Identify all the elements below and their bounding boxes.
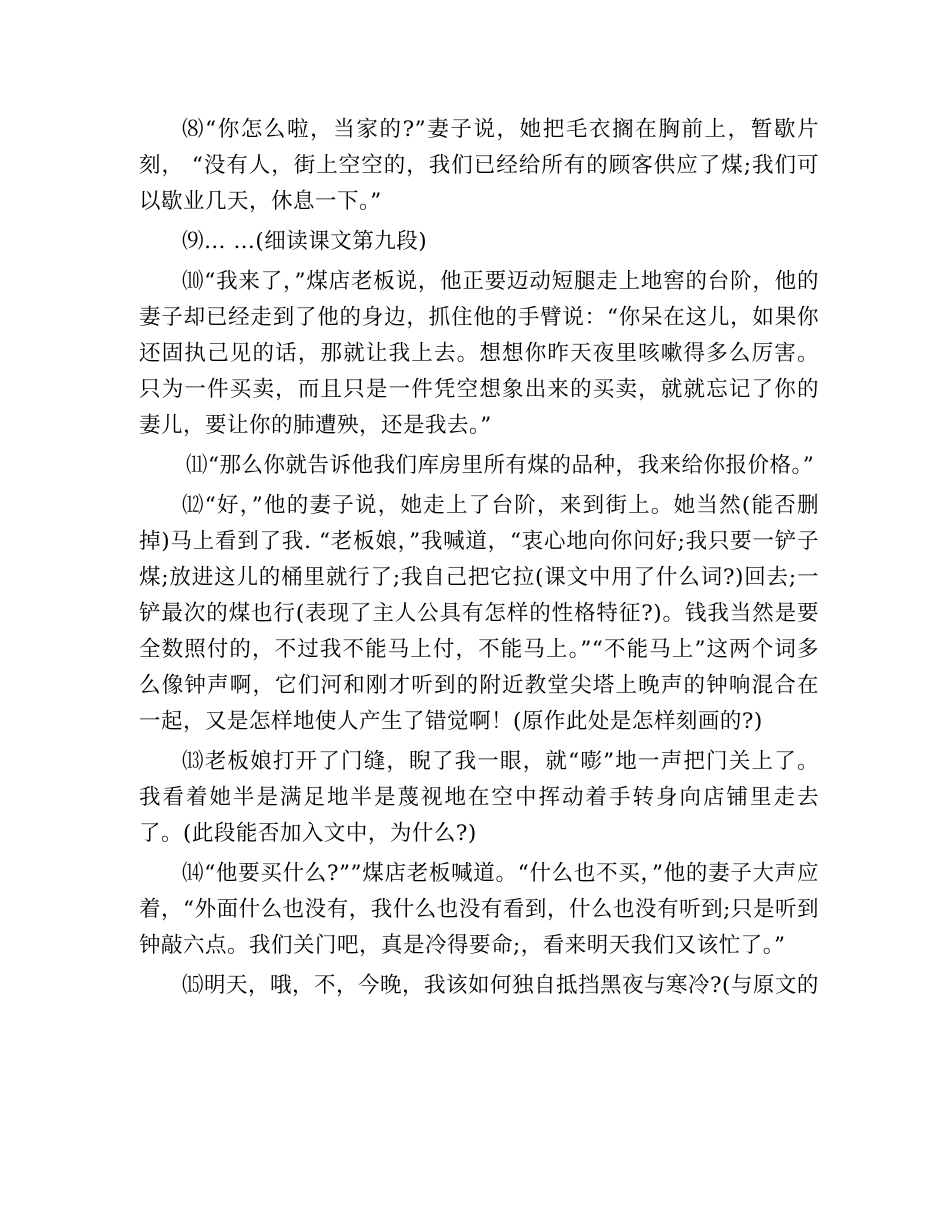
paragraph-11: ⑾“那么你就告诉他我们库房里所有煤的品种，我来给你报价格。” [186, 453, 815, 478]
paragraph-12: ⑿“好，”他的妻子说，她走上了台阶，来到街上。她当然(能否删掉)马上看到了我. “老板娘，”我喊道，“衷心地向你问好;我只要一铲子煤;放进这儿的桶里就行了;我自己把它拉(课文中用了什么词?)回去;一铲最次的煤也行(表现了主人公具有怎样的性格特征?)。钱我当然是要全数照付的，不过我不能马上付，不能马上。”“不能马上”这两个词多么像钟声啊，它们河和刚才听到的附近教堂尖塔上晚声的钟响混合在一起，又是怎样地使人产生了错觉啊！(原作此处是怎样刻画的?) [139, 493, 819, 734]
paragraph-8: ⑻“你怎么啦，当家的?”妻子说，她把毛衣搁在胸前上，暂歇片刻， “没有人，街上空空的，我们已经给所有的顾客供应了煤;我们可以歇业几天，休息一下。” [139, 117, 819, 214]
document-page [139, 112, 819, 1008]
paragraph-9: ⑼… …(细读课文第九段) [182, 229, 428, 254]
paragraph-13: ⒀老板娘打开了门缝，睨了我一眼，就“嘭”地一声把门关上了。我看着她半是满足地半是蔑视地在空中挥动着手转身向店铺里走去了。(此段能否加入文中，为什么?) [139, 749, 819, 846]
paragraph-10: ⑽“我来了，”煤店老板说，他正要迈动短腿走上地窖的台阶，他的妻子却已经走到了他的身边，抓住他的手臂说：“你呆在这儿，如果你还固执己见的话，那就让我上去。想想你昨天夜里咳嗽得多么厉害。只为一件买卖，而且只是一件凭空想象出来的买卖，就就忘记了你的妻儿，要让你的肺遭殃，还是我去。” [139, 269, 819, 438]
paragraph-14: ⒁“他要买什么?””煤店老板喊道。“什么也不买，”他的妻子大声应着，“外面什么也没有，我什么也没有看到，什么也没有听到;只是听到钟敲六点。我们关门吧，真是冷得要命;，看来明天我们又该忙了。” [139, 861, 819, 958]
paragraph-15: ⒂明天，哦，不，今晚，我该如何独自抵挡黑夜与寒冷?(与原文的 [182, 973, 819, 998]
